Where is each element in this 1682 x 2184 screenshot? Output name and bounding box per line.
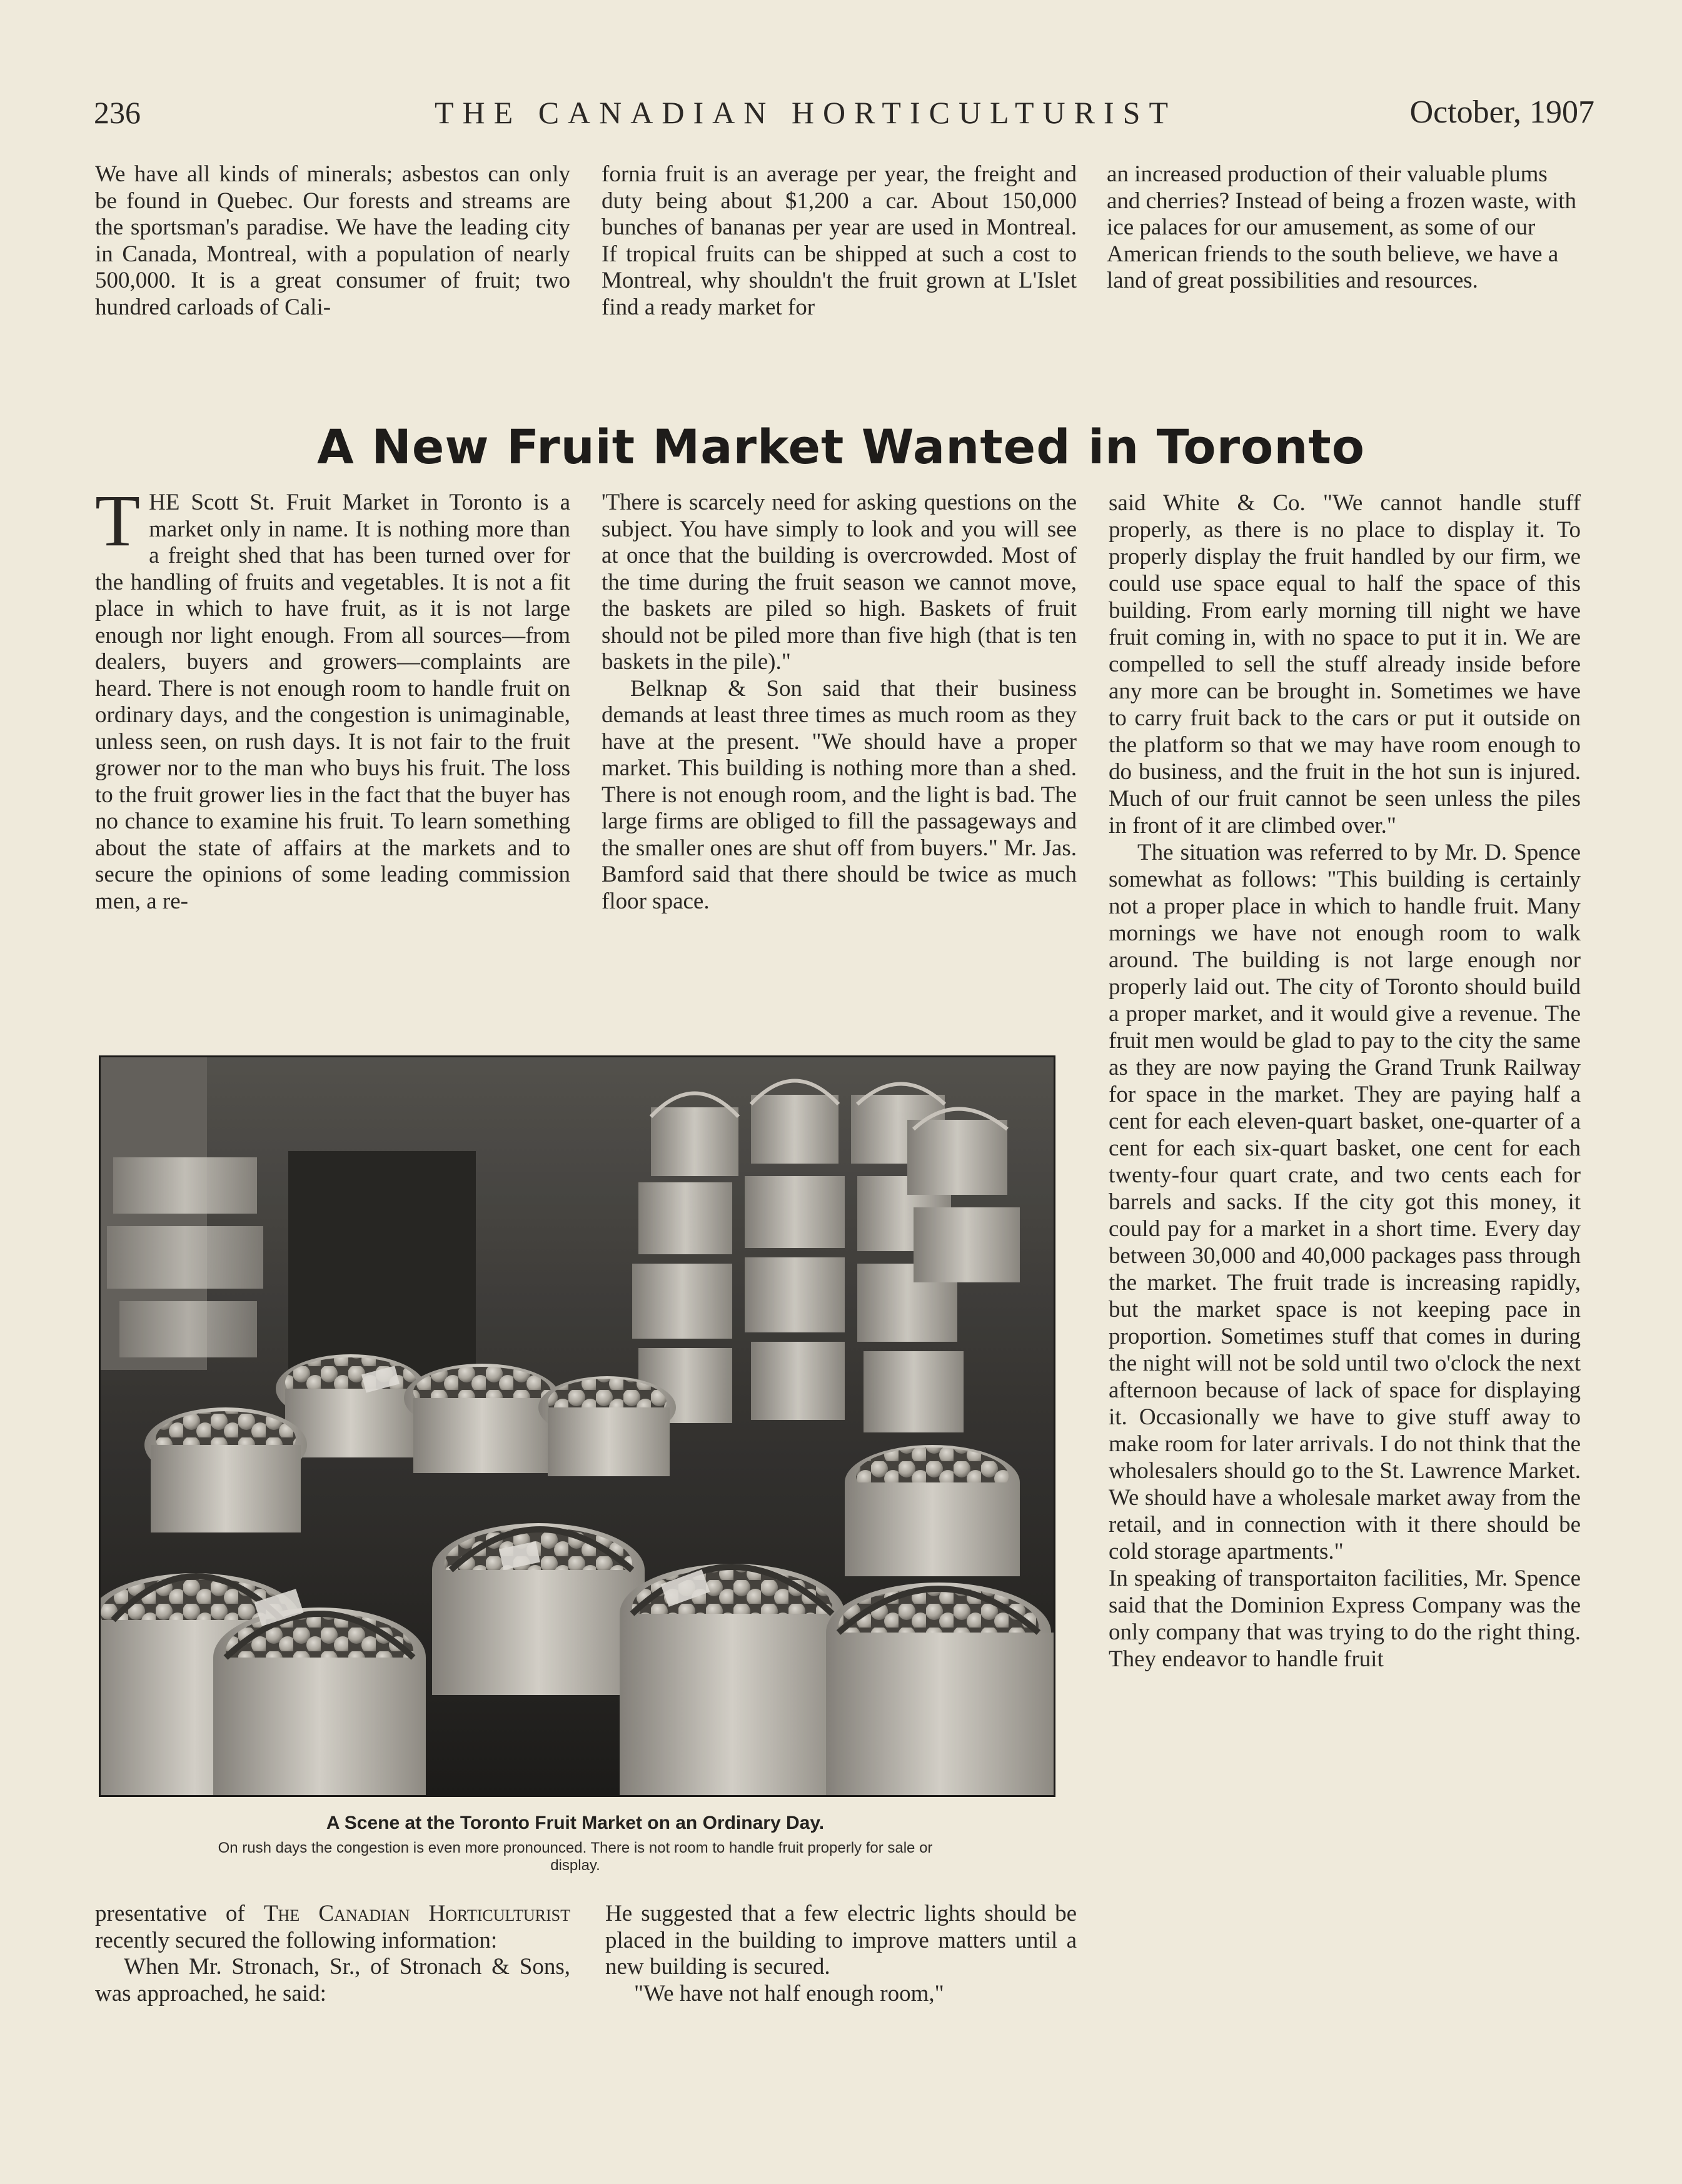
article-title: A New Fruit Market Wanted in Toronto — [317, 419, 1365, 475]
paragraph: The situation was referred to by Mr. D. Spence somewhat as follows: "This building is certainly not a proper place in which to handle fruit. Many mornings we have not enough room to walk around. The building is not large enough nor properly laid out. The city of Toronto should build a proper market, and it would give a revenue. The fruit men would be glad to pay to the city the same as they are now paying the Grand Trunk Railway for space in the market. They are paying half a cent for each eleven-quart basket, one-quarter of a cent for each six-quart basket, one cent for each twenty-four quart crate, and two cents each for barrels and sacks. If the city got this money, it could pay for a market in a short time. Every day between 30,000 and 40,000 packages pass through the market. The fruit trade is increasing rapidly, but the market space is not keeping pace in proportion. Sometimes stuff that comes in during the night will not be sold until two o'clock the next afternoon because of lack of space for displaying it. Occasionally we have to give stuff away to make room for later arrivals. I do not think that the wholesalers should go to the St. Lawrence Market. We should have a wholesale market away from the retail, and in connection with it there should be cold storage apartments." — [1109, 840, 1581, 1564]
drop-cap: T — [95, 480, 141, 561]
paragraph: Belknap & Son said that their business demands at least three times as much room as they have at the present. "We should have a proper market. This building is nothing more than a shed. There is not enough room, and the light is bad. The large firms are obliged to fill the passageways and the smaller ones are shut off from buyers." Mr. Jas. Bamford said that there should be twice as much floor space. — [602, 675, 1077, 914]
figure-caption-title: A Scene at the Toronto Fruit Market on an Ordinary Day. — [326, 1813, 825, 1833]
previous-article-column-3 — [1107, 161, 1582, 294]
issue-date: October, 1907 — [1409, 94, 1594, 130]
paragraph: In speaking of transportaiton facilities, Mr. Spence said that the Dominion Express Company was the only company that was trying to do the right thing. They endeavor to handle fruit — [1109, 1566, 1581, 1672]
paragraph: 'There is scarcely need for asking questions on the subject. You have simply to look and you will see at once that the building is overcrowded. Most of the time during the fruit season we cannot move, the baskets are piled so high. Baskets of fruit should not be piled more than five high (that is ten baskets in the pile)." — [602, 490, 1077, 675]
paragraph: When Mr. Stronach, Sr., of Stronach & Sons, was approached, he said: — [95, 1954, 570, 2006]
figure-caption-text: On rush days the congestion is even more pronounced. There is not room to handle fruit properly for sale or display. — [218, 1839, 933, 1874]
running-header — [94, 88, 1594, 138]
article-column-1-continued — [95, 1901, 570, 2007]
photo-illustration — [101, 1057, 1054, 1795]
previous-article-column-2 — [602, 161, 1077, 321]
paragraph-text: presentative of — [95, 1901, 264, 1926]
paragraph: an increased production of their valuable plums and cherries? Instead of being a frozen waste, with ice palaces for our amusement, as some of our American friends to the south believe, we have a land of great possibilities and resources. — [1107, 161, 1576, 293]
paragraph: He suggested that a few electric lights should be placed in the building to improve matters until a new building is secured. — [605, 1901, 1077, 1980]
paragraph: said White & Co. "We cannot handle stuff properly, as there is no place to display it. To properly display the fruit handled by our firm, we could use space equal to half the space of this building. From early morning till night we have fruit coming in, with no space to put it in. We are compelled to sell the stuff already inside before any more can be brought in. Sometimes we have to carry fruit back to the cars or put it outside on the platform so that we may have room enough to do business, and the fruit in the hot sun is injured. Much of our fruit cannot be seen unless the piles in front of it are climbed over." — [1109, 490, 1581, 838]
paragraph: fornia fruit is an average per year, the freight and duty being about $1,200 a car. About 150,000 bunches of bananas per year are used in Montreal. If tropical fruits can be shipped at such a cost to Montreal, why shouldn't the fruit grown at L'Islet find a ready market for — [602, 161, 1077, 320]
article-column-2-continued — [605, 1901, 1077, 2007]
article-column-2 — [602, 490, 1077, 915]
journal-title: THE CANADIAN HORTICULTURIST — [435, 95, 1177, 130]
article-column-3 — [1109, 490, 1581, 1673]
journal-name-smallcaps: The Canadian Horticulturist — [263, 1901, 570, 1926]
previous-article-column-1 — [95, 161, 570, 321]
paragraph: "We have not half enough room," — [634, 1980, 944, 2006]
page-number: 236 — [94, 95, 141, 130]
article-column-1 — [95, 480, 570, 915]
paragraph — [95, 1901, 570, 1954]
paragraph: We have all kinds of minerals; asbestos can only be found in Quebec. Our forests and streams are the sportsman's paradise. We have the leading city in Canada, Montreal, with a population of nearly 500,000. It is a great consumer of fruit; two hundred carloads of Cali- — [95, 161, 570, 320]
paragraph-text: HE Scott St. Fruit Market in Toronto is a market only in name. It is nothing more than a freight shed that has been turned over for the handling of fruits and vegetables. It is not a fit place in which to have fruit, as it is not large enough nor light enough. From all sources—from dealers, buyers and growers—complaints are heard. There is not enough room to handle fruit on ordinary days, and the congestion is unimaginable, unless seen, on rush days. It is not fair to the fruit grower nor to the man who buys his fruit. The loss to the fruit grower lies in the fact that the buyer has no chance to examine his fruit. To learn something about the state of affairs at the markets and to secure the opinions of some leading commission men, a re- — [95, 490, 570, 914]
paragraph-text: recently secured the following information: — [95, 1927, 498, 1953]
paragraph — [95, 480, 570, 915]
market-photograph — [99, 1055, 1055, 1797]
